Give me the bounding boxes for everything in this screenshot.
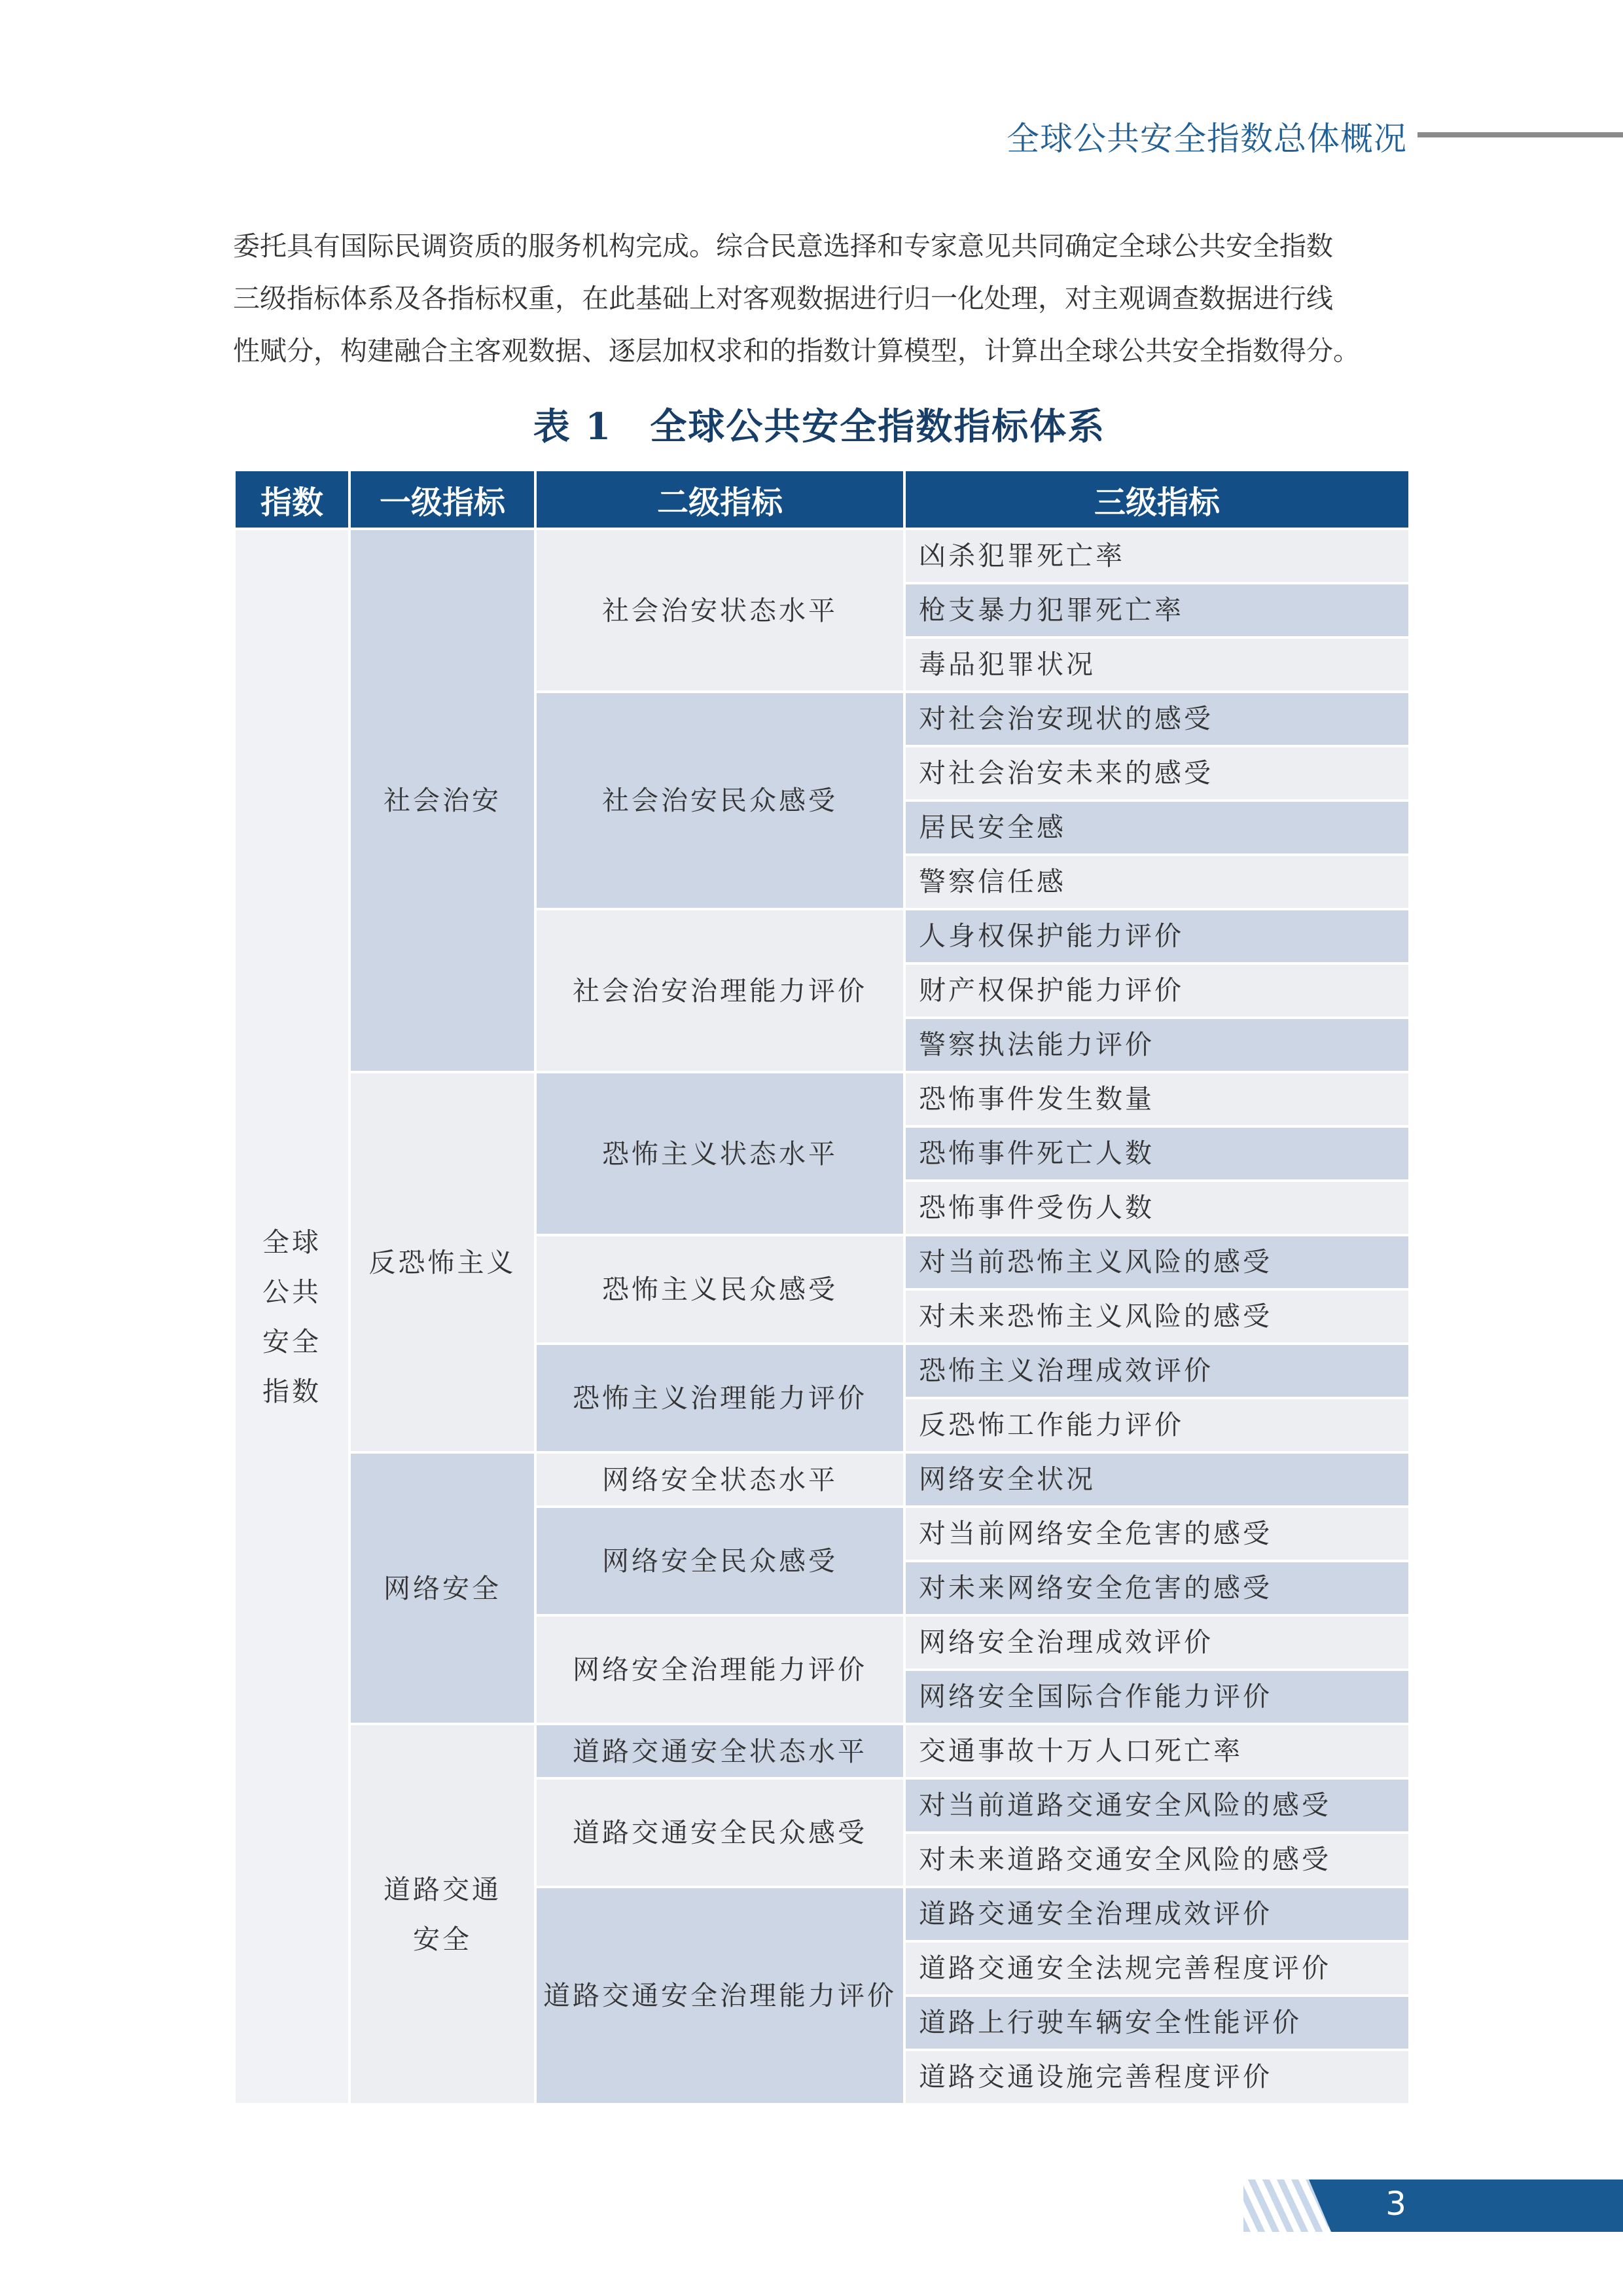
level3-cell: 网络安全国际合作能力评价 xyxy=(906,1671,1408,1723)
header-level2: 二级指标 xyxy=(537,471,903,528)
level3-cell: 人身权保护能力评价 xyxy=(906,910,1408,962)
level3-cell: 网络安全状况 xyxy=(906,1454,1408,1505)
level1-cell xyxy=(351,1454,534,1723)
level3-cell: 网络安全治理成效评价 xyxy=(906,1617,1408,1668)
table-caption: 表 1 全球公共安全指数指标体系 xyxy=(533,405,1106,448)
level2-cell: 恐怖主义状态水平 xyxy=(537,1073,903,1234)
level3-cell: 恐怖事件发生数量 xyxy=(906,1073,1408,1125)
level1-cell xyxy=(351,1073,534,1451)
index-cell xyxy=(236,530,348,2103)
level1-line: 社会治安 xyxy=(383,785,501,816)
body-paragraph xyxy=(233,220,1406,377)
level1-cell xyxy=(351,530,534,1071)
level1-line: 道路交通 xyxy=(383,1873,501,1905)
indicator-table xyxy=(233,469,1411,2106)
index-line: 全球 xyxy=(262,1226,321,1258)
level3-cell: 凶杀犯罪死亡率 xyxy=(906,530,1408,582)
level3-cell: 恐怖主义治理成效评价 xyxy=(906,1345,1408,1397)
header-index: 指数 xyxy=(236,471,348,528)
level3-cell: 对当前恐怖主义风险的感受 xyxy=(906,1236,1408,1288)
level1-line: 安全 xyxy=(413,1923,472,1955)
level2-cell: 社会治安状态水平 xyxy=(537,530,903,691)
level3-cell: 道路上行驶车辆安全性能评价 xyxy=(906,1997,1408,2049)
table-row xyxy=(236,1073,1408,1125)
level1-line: 网络安全 xyxy=(383,1572,501,1604)
level3-cell: 居民安全感 xyxy=(906,802,1408,853)
page-number: 3 xyxy=(1385,2185,1406,2223)
running-header-rule xyxy=(1418,132,1623,137)
level2-cell: 道路交通安全治理能力评价 xyxy=(537,1888,903,2103)
level3-cell: 道路交通安全治理成效评价 xyxy=(906,1888,1408,1940)
level3-cell: 对未来恐怖主义风险的感受 xyxy=(906,1291,1408,1342)
level3-cell: 警察信任感 xyxy=(906,856,1408,908)
level2-cell: 恐怖主义民众感受 xyxy=(537,1236,903,1342)
level2-cell: 网络安全状态水平 xyxy=(537,1454,903,1505)
header-level3: 三级指标 xyxy=(906,471,1408,528)
footer-bar xyxy=(1309,2179,1623,2232)
level3-cell: 对未来道路交通安全风险的感受 xyxy=(906,1834,1408,1886)
level2-cell: 网络安全治理能力评价 xyxy=(537,1617,903,1723)
table-row xyxy=(236,1454,1408,1505)
table-header-row xyxy=(236,471,1408,528)
level3-cell: 对社会治安未来的感受 xyxy=(906,747,1408,799)
level3-cell: 对当前网络安全危害的感受 xyxy=(906,1508,1408,1560)
level2-cell: 社会治安治理能力评价 xyxy=(537,910,903,1071)
level1-cell xyxy=(351,1725,534,2103)
level3-cell: 对当前道路交通安全风险的感受 xyxy=(906,1780,1408,1831)
table-row xyxy=(236,1725,1408,1777)
level3-cell: 恐怖事件受伤人数 xyxy=(906,1182,1408,1234)
level3-cell: 毒品犯罪状况 xyxy=(906,639,1408,691)
level1-line: 反恐怖主义 xyxy=(368,1246,516,1278)
index-line: 指数 xyxy=(262,1375,321,1407)
index-line: 安全 xyxy=(262,1325,321,1357)
level3-cell: 枪支暴力犯罪死亡率 xyxy=(906,584,1408,636)
level3-cell: 交通事故十万人口死亡率 xyxy=(906,1725,1408,1777)
header-level1: 一级指标 xyxy=(351,471,534,528)
table-row xyxy=(236,530,1408,582)
level3-cell: 道路交通设施完善程度评价 xyxy=(906,2051,1408,2103)
running-header-title: 全球公共安全指数总体概况 xyxy=(1007,120,1407,158)
paragraph-line: 性赋分，构建融合主客观数据、逐层加权求和的指数计算模型，计算出全球公共安全指数得分。 xyxy=(233,335,1360,367)
level3-cell: 道路交通安全法规完善程度评价 xyxy=(906,1943,1408,1994)
level3-cell: 反恐怖工作能力评价 xyxy=(906,1399,1408,1451)
index-line: 公共 xyxy=(262,1276,321,1308)
paragraph-line: 委托具有国际民调资质的服务机构完成。综合民意选择和专家意见共同确定全球公共安全指数 xyxy=(233,230,1333,262)
level2-cell: 社会治安民众感受 xyxy=(537,693,903,908)
paragraph-line: 三级指标体系及各指标权重，在此基础上对客观数据进行归一化处理，对主观调查数据进行线 xyxy=(233,283,1333,314)
level2-cell: 道路交通安全民众感受 xyxy=(537,1780,903,1886)
level3-cell: 财产权保护能力评价 xyxy=(906,965,1408,1016)
level3-cell: 对未来网络安全危害的感受 xyxy=(906,1562,1408,1614)
level2-cell: 网络安全民众感受 xyxy=(537,1508,903,1614)
level3-cell: 对社会治安现状的感受 xyxy=(906,693,1408,745)
level2-cell: 恐怖主义治理能力评价 xyxy=(537,1345,903,1451)
level2-cell: 道路交通安全状态水平 xyxy=(537,1725,903,1777)
level3-cell: 恐怖事件死亡人数 xyxy=(906,1128,1408,1179)
level3-cell: 警察执法能力评价 xyxy=(906,1019,1408,1071)
